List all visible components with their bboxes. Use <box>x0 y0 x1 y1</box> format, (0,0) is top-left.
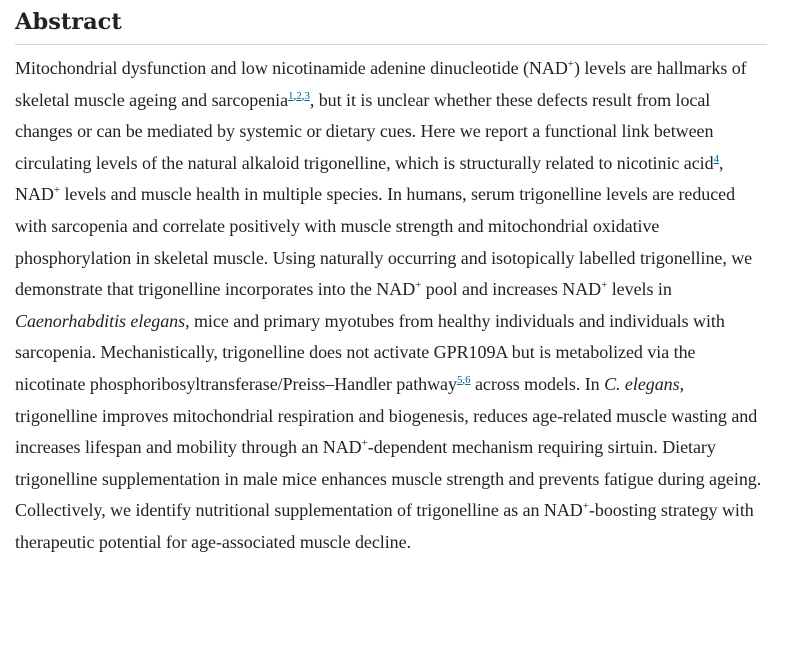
citation-link-4[interactable]: 4 <box>713 152 720 165</box>
abstract-text-segment: levels and muscle health in multiple species. In humans, serum trigonelline levels are reduced with sarcopenia and correlate positively with muscle strength and mitochondrial oxidative phosphorylation in skeletal muscle. Using naturally occurring and isotopically labelled trigonelline, we demonstrate that trigonelline incorporates into the NAD <box>15 184 753 300</box>
citation-separator: , <box>462 373 466 386</box>
abstract-text <box>15 53 767 559</box>
abstract-text-segment: -boosting strategy with therapeutic potential for age-associated muscle decline. <box>15 500 754 552</box>
superscript-plus: + <box>53 184 61 197</box>
citation-link-6[interactable]: 6 <box>465 373 471 386</box>
citation-link-3[interactable]: 3 <box>304 89 310 102</box>
superscript-plus: + <box>567 58 574 70</box>
citation-separator: , <box>293 89 297 102</box>
abstract-section <box>15 0 767 559</box>
superscript-plus: + <box>601 279 608 292</box>
abstract-heading: Abstract <box>15 7 767 45</box>
abstract-text-segment: across models. In <box>470 373 605 394</box>
superscript-plus: + <box>582 500 589 513</box>
abstract-text-segment: , NAD <box>15 152 724 205</box>
citation-separator: , <box>301 89 305 102</box>
citation-link-1[interactable]: 1 <box>288 89 294 102</box>
species-name: C. elegans <box>604 373 680 394</box>
abstract-text-segment: pool and increases NAD <box>421 279 602 300</box>
superscript-plus: + <box>415 279 422 292</box>
superscript-plus: + <box>361 437 368 450</box>
citation-refs <box>457 374 471 386</box>
abstract-text-segment: levels in <box>607 279 672 300</box>
citation-link-2[interactable]: 2 <box>296 89 302 102</box>
abstract-text-segment: , mice and primary myotubes from healthy individuals and individuals with sarcopenia. Mechanistically, trigonelline does not activate GPR109A but is metabolized via the nicotinate phosphoribosyltransferase/Preiss–Handler pathway <box>15 310 725 394</box>
abstract-text-segment: , but it is unclear whether these defects result from local changes or can be mediated by systemic or dietary cues. Here we report a functional link between circulating levels of the natural alkaloid trigonelline, which is structurally related to nicotinic acid <box>15 89 714 173</box>
citation-refs <box>288 90 310 102</box>
abstract-text-segment: -dependent mechanism requiring sirtuin. Dietary trigonelline supplementation in male mice enhances muscle strength and prevents fatigue during ageing. Collectively, we identify nutritional supplementation of trigonelline as an NAD <box>15 437 762 521</box>
citation-link-5[interactable]: 5 <box>456 373 463 386</box>
abstract-text-segment: ) levels are hallmarks of skeletal muscle ageing and sarcopenia <box>15 58 747 110</box>
abstract-text-segment: , trigonelline improves mitochondrial respiration and biogenesis, reduces age-related muscle wasting and increases lifespan and mobility through an NAD <box>15 373 758 458</box>
abstract-text-segment: Mitochondrial dysfunction and low nicotinamide adenine dinucleotide (NAD <box>15 58 568 78</box>
species-name: Caenorhabditis elegans <box>15 310 186 331</box>
